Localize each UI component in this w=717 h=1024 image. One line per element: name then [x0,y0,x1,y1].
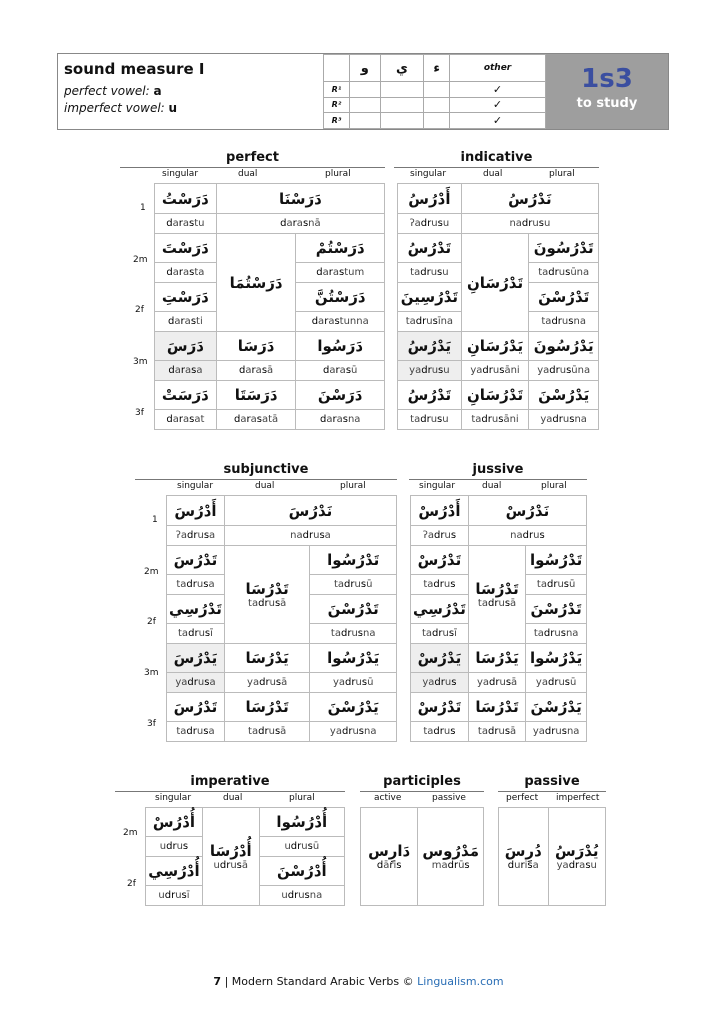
conj-form: أَدْرُسَ [167,496,225,526]
perfect-col-heads [120,167,385,182]
conj-form: تَدْرُسْنَ [529,283,599,312]
conj-translit: darastum [296,263,385,283]
conj-translit: tadrusa [167,722,225,742]
row-label-2m: 2m [144,567,159,577]
perfect-vowel-line [64,84,162,98]
conj-translit: yadrusū [526,673,587,693]
conj-translit: yadrusūna [529,361,599,381]
conj-translit: darasnā [216,214,384,234]
conj-translit: tadrusna [310,624,397,644]
conj-translit: tadrusī [167,624,225,644]
imperative-col-heads [115,791,345,806]
conj-form: أُدْرُسْنَ [259,857,344,886]
conj-translit: dāris [376,860,402,871]
jussive-table [410,495,587,742]
conj-translit: tadrusāni [461,410,529,430]
row-label-2f: 2f [135,305,144,315]
conj-translit: durisa [507,860,539,871]
conj-translit: yadrusa [167,673,225,693]
conj-translit: madrūs [431,860,470,871]
conj-translit: udrusū [259,837,344,857]
conj-form: تَدْرُسَانِ [461,381,529,410]
conj-cell-dual2 [468,546,525,644]
conj-translit: tadrusūna [529,263,599,283]
conj-translit: yadrusna [529,410,599,430]
row-label-3m: 3m [133,357,148,367]
col-perfect: perfect [506,793,539,803]
row-label-1: 1 [152,515,158,525]
conj-translit: yadrusu [398,361,462,381]
conj-form: يَدْرُسَ [167,644,225,673]
verb-code-chip [546,54,668,129]
conj-form: يَدْرُسْنَ [526,693,587,722]
conj-translit: yadrusāni [461,361,529,381]
conj-form: دَارِس [368,842,411,860]
col-singular: singular [410,169,447,179]
conj-translit: udrus [146,837,203,857]
indicative-table [397,183,599,430]
conj-form: دَرَسْتِ [155,283,217,312]
conj-form: أَدْرُسُ [398,184,462,214]
passive-imperfect [548,808,605,906]
col-active: active [374,793,402,803]
col-dual: dual [223,793,243,803]
conj-translit: tadrusa [167,575,225,595]
jussive-title: jussive [472,462,524,477]
conj-translit: tadrusū [310,575,397,595]
conj-form: دَرَسْنَا [216,184,384,214]
radical-col-ya: ي [380,55,424,82]
conj-form: تَدْرُسْ [411,693,469,722]
subjunctive-table [166,495,397,742]
conj-form: نَدْرُسَ [224,496,396,526]
conj-form: تَدْرُسَا [245,580,289,598]
footer-link[interactable]: Lingualism.com [417,975,504,988]
conj-form: يَدْرُسُ [398,332,462,361]
conj-form: تَدْرُسِي [167,595,225,624]
conj-form: أُدْرُسْ [146,808,203,837]
conj-form: أُدْرُسِي [146,857,203,886]
conj-form: تَدْرُسَا [468,693,525,722]
passive-perfect [499,808,549,906]
conj-form: نَدْرُسُ [461,184,598,214]
radical-row-1: R¹ [324,82,350,98]
footer-separator: | [224,975,229,988]
conj-form: أَدْرُسْ [411,496,469,526]
passive-title: passive [524,774,580,789]
conj-translit: udrusā [213,860,249,871]
conj-form: دَرَسْتُمْ [296,234,385,263]
conj-form: تَدْرُسُوا [526,546,587,575]
check-icon: ✓ [450,82,546,98]
indicative-col-heads [394,167,599,182]
conj-translit: tadrusā [468,722,525,742]
conj-translit: yadrusā [468,673,525,693]
conj-form: يَدْرُسُونَ [529,332,599,361]
conj-translit: tadrusū [526,575,587,595]
radical-row-2: R² [324,97,350,113]
conj-form: يُدْرَسُ [554,842,599,860]
row-label-3m: 3m [144,668,159,678]
conj-cell-dual2 [202,808,259,906]
subjunctive-title: subjunctive [223,462,309,477]
conj-form: تَدْرُسْنَ [526,595,587,624]
imperfect-vowel-line [64,101,177,115]
conj-form: تَدْرُسِي [411,595,469,624]
conj-form: دَرَسَتَا [216,381,296,410]
conj-form: يَدْرُسْنَ [310,693,397,722]
perfect-vowel-value: a [153,84,162,98]
col-singular: singular [162,169,199,179]
conj-translit: nadrusa [224,526,396,546]
conj-translit: darastunna [296,312,385,332]
col-imperfect: imperfect [556,793,600,803]
conj-cell-dual2 [216,234,296,332]
conj-translit: tadrusā [477,598,517,609]
conj-form: تَدْرُسْ [411,546,469,575]
conj-translit: ʔadrus [411,526,469,546]
conj-form: دَرَسْتُ [155,184,217,214]
conj-translit: darasat [155,410,217,430]
conj-form: مَدْرُوس [422,842,479,860]
col-passive: passive [432,793,466,803]
conj-cell-dual2 [461,234,529,332]
radical-col-hamza: ء [424,55,450,82]
col-plural: plural [549,169,575,179]
conj-form: يَدْرُسْ [411,644,469,673]
conj-translit: yadrusna [526,722,587,742]
radical-row-3: R³ [324,113,350,129]
col-dual: dual [255,481,275,491]
participle-active [361,808,418,906]
conj-form: دَرَسْتُمَا [229,273,283,292]
row-label-2f: 2f [127,879,136,889]
col-singular: singular [177,481,214,491]
conj-translit: darastu [155,214,217,234]
participle-passive [418,808,484,906]
conj-translit: darasa [155,361,217,381]
verb-header [57,53,669,130]
conj-form: تَدْرُسَا [475,580,519,598]
conj-form: نَدْرُسْ [468,496,586,526]
col-plural: plural [340,481,366,491]
conj-translit: ʔadrusa [167,526,225,546]
page-number: 7 [213,975,222,988]
col-dual: dual [238,169,258,179]
conj-translit: tadrus [411,722,469,742]
check-icon: ✓ [450,97,546,113]
conj-form: يَدْرُسَانِ [461,332,529,361]
jussive-col-heads [409,479,587,494]
imperative-title: imperative [190,774,270,789]
conj-translit: nadrusu [461,214,598,234]
conj-translit: tadrusā [248,598,287,609]
indicative-title: indicative [460,150,533,165]
footer-text: Modern Standard Arabic Verbs © [231,975,414,988]
conj-translit: darasū [296,361,385,381]
conj-translit: tadrusna [526,624,587,644]
conj-form: دَرَسْتُنَّ [296,283,385,312]
check-icon: ✓ [450,113,546,129]
conj-form: يَدْرُسَا [224,644,309,673]
conj-form: تَدْرُسُ [398,234,462,263]
conj-form: دُرِسَ [504,842,542,860]
conj-form: تَدْرُسِينَ [398,283,462,312]
conj-translit: udrusī [146,886,203,906]
row-label-3f: 3f [147,719,156,729]
conj-translit: yadrus [411,673,469,693]
conj-translit: tadrusā [224,722,309,742]
imperative-table [145,807,345,906]
conj-form: تَدْرُسُوا [310,546,397,575]
conj-form: دَرَسْنَ [296,381,385,410]
page-footer [0,975,717,988]
conj-translit: yadrusna [310,722,397,742]
verb-code: 1s3 [581,64,633,94]
perfect-vowel-label: perfect vowel: [64,84,150,98]
col-dual: dual [482,481,502,491]
row-label-3f: 3f [135,408,144,418]
verb-code-label: to study [576,96,638,111]
col-plural: plural [289,793,315,803]
conj-form: دَرَسُوا [296,332,385,361]
conj-form: تَدْرُسَانِ [466,273,524,292]
col-plural: plural [325,169,351,179]
conj-translit: yadrasu [556,860,597,871]
conj-form: تَدْرُسَ [167,546,225,575]
row-label-1: 1 [140,203,146,213]
subjunctive-col-heads [135,479,397,494]
radical-col-waw: و [350,55,381,82]
perfect-table [154,183,385,430]
participles-title: participles [383,774,461,789]
conj-cell-dual2 [224,546,309,644]
radical-col-other: other [450,55,546,82]
col-dual: dual [483,169,503,179]
radical-table [323,54,546,129]
conj-translit: tadrusna [529,312,599,332]
conj-translit: darasta [155,263,217,283]
imperfect-vowel-label: imperfect vowel: [64,101,165,115]
participles-table [360,807,484,906]
conj-translit: nadrus [468,526,586,546]
conj-translit: darasna [296,410,385,430]
perfect-title: perfect [226,150,279,165]
conj-form: دَرَسَتْ [155,381,217,410]
verb-type-title: sound measure I [64,60,205,78]
participles-col-heads [360,791,484,806]
conj-form: يَدْرُسْنَ [529,381,599,410]
conj-translit: ʔadrusu [398,214,462,234]
passive-col-heads [498,791,606,806]
conj-translit: udrusna [259,886,344,906]
conj-translit: yadrusā [224,673,309,693]
conj-form: تَدْرُسَ [167,693,225,722]
conj-form: تَدْرُسُ [398,381,462,410]
col-singular: singular [419,481,456,491]
conj-translit: yadrusū [310,673,397,693]
row-label-2m: 2m [133,255,148,265]
conj-translit: tadrusī [411,624,469,644]
conj-translit: tadrus [411,575,469,595]
row-label-2m: 2m [123,828,138,838]
passive-table [498,807,606,906]
conj-form: يَدْرُسُوا [310,644,397,673]
row-label-2f: 2f [147,617,156,627]
conj-form: دَرَسَ [155,332,217,361]
conj-form: تَدْرُسُونَ [529,234,599,263]
conj-form: يَدْرُسَا [468,644,525,673]
conj-form: تَدْرُسْنَ [310,595,397,624]
conj-translit: tadrusu [398,410,462,430]
imperfect-vowel-value: u [168,101,178,115]
conj-form: تَدْرُسَا [224,693,309,722]
conj-form: دَرَسَا [216,332,296,361]
conj-translit: tadrusīna [398,312,462,332]
conj-translit: darasti [155,312,217,332]
conj-translit: tadrusu [398,263,462,283]
col-singular: singular [155,793,192,803]
conj-form: يَدْرُسُوا [526,644,587,673]
conj-form: أُدْرُسَا [209,842,252,860]
conj-translit: darasā [216,361,296,381]
conj-form: دَرَسْتَ [155,234,217,263]
conj-form: أُدْرُسُوا [259,808,344,837]
col-plural: plural [541,481,567,491]
conj-translit: darasatā [216,410,296,430]
